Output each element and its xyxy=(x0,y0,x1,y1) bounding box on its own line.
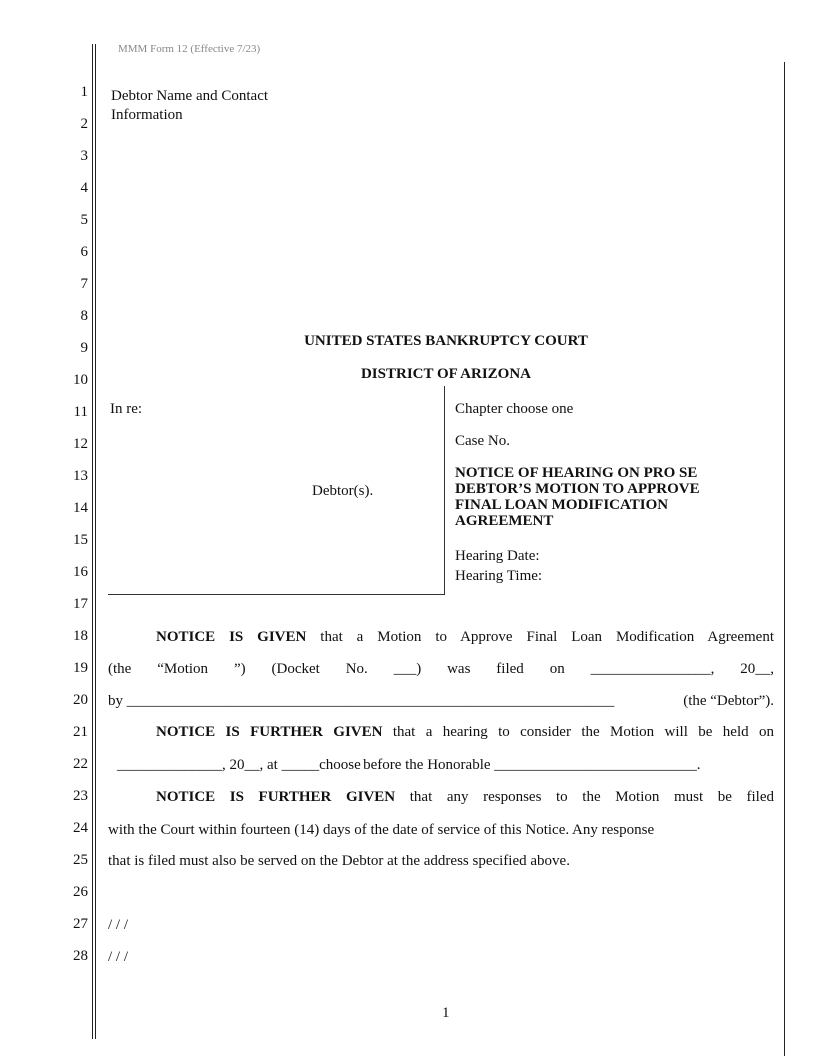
chapter-field: Chapter choose one xyxy=(455,401,574,417)
line-number: 19 xyxy=(73,660,88,676)
line-number: 5 xyxy=(80,212,88,228)
paragraph-3-line-2: with the Court within fourteen (14) days of the date of service of this Notice. Any response xyxy=(108,822,655,838)
court-name: UNITED STATES BANKRUPTCY COURT xyxy=(304,333,588,349)
line-number: 23 xyxy=(73,788,88,804)
line-number: 13 xyxy=(73,468,88,484)
filed-date-blank[interactable]: ________________, xyxy=(590,661,715,677)
court-district: DISTRICT OF ARIZONA xyxy=(360,366,532,382)
document-title-line: DEBTOR’S MOTION TO APPROVE xyxy=(455,481,700,497)
word: No. xyxy=(345,661,368,677)
paragraph-text: that any responses to the Motion must be filed xyxy=(409,789,774,805)
document-title-line: FINAL LOAN MODIFICATION xyxy=(455,497,669,513)
line-number: 25 xyxy=(73,852,88,868)
notice-bold: NOTICE IS GIVEN xyxy=(156,629,307,645)
paragraph-text: that a hearing to consider the Motion will be held on xyxy=(392,724,774,740)
paragraph-text: that a Motion to Approve Final Loan Modification Agreement xyxy=(320,629,774,645)
line-number: 22 xyxy=(73,756,88,772)
line-number: 26 xyxy=(73,884,88,900)
case-number-field: Case No. xyxy=(455,433,510,449)
hearing-time-field: Hearing Time: xyxy=(455,568,543,584)
line-number: 7 xyxy=(80,276,88,292)
word: on xyxy=(549,661,565,677)
paragraph-3-line-1 xyxy=(156,788,774,806)
line-number: 16 xyxy=(73,564,88,580)
hearing-date-field: Hearing Date: xyxy=(455,548,540,564)
in-re-label: In re: xyxy=(110,401,143,417)
line-number: 28 xyxy=(73,948,88,964)
line-number: 8 xyxy=(80,308,88,324)
line-number: 6 xyxy=(80,244,88,260)
paragraph-1-line-3 xyxy=(108,692,774,710)
choose-dropdown[interactable]: choose xyxy=(319,757,361,773)
line-number: 9 xyxy=(80,340,88,356)
judge-blank[interactable]: before the Honorable ___________________________. xyxy=(363,757,701,773)
line-number: 12 xyxy=(73,436,88,452)
hearing-date-blank[interactable]: ______________, 20__, at _____ xyxy=(117,757,320,773)
line-number: 17 xyxy=(73,596,88,612)
word: filed xyxy=(496,661,524,677)
caption-divider-horizontal xyxy=(108,594,445,595)
document-title-line: AGREEMENT xyxy=(455,513,554,529)
right-margin-rule xyxy=(784,62,785,1056)
debtors-label: Debtor(s). xyxy=(312,483,374,499)
debtor-label: (the “Debtor”). xyxy=(683,693,774,709)
line-number: 18 xyxy=(73,628,88,644)
line-number: 20 xyxy=(73,692,88,708)
word: ”) xyxy=(233,661,246,677)
word: (the xyxy=(108,661,132,677)
line-number: 21 xyxy=(73,724,88,740)
line-number: 24 xyxy=(73,820,88,836)
continuation-mark: / / / xyxy=(108,917,129,933)
paragraph-1-line-1 xyxy=(156,628,774,646)
left-margin-rule-inner xyxy=(95,44,96,1039)
word: was xyxy=(447,661,471,677)
word: “Motion xyxy=(157,661,209,677)
form-header: MMM Form 12 (Effective 7/23) xyxy=(118,43,261,55)
left-margin-rule xyxy=(92,44,93,1039)
debtor-block-line1: Debtor Name and Contact xyxy=(111,88,269,104)
document-title xyxy=(455,465,755,529)
debtor-block-line2: Information xyxy=(111,107,183,123)
line-number: 15 xyxy=(73,532,88,548)
line-number: 14 xyxy=(73,500,88,516)
line-number: 11 xyxy=(73,404,88,420)
paragraph-3-line-3: that is filed must also be served on the Debtor at the address specified above. xyxy=(108,853,570,869)
caption-divider-vertical xyxy=(444,386,445,595)
page-number: 1 xyxy=(442,1005,450,1021)
paragraph-2-line-1 xyxy=(156,723,774,741)
paragraph-2-line-2 xyxy=(117,756,701,774)
line-number: 27 xyxy=(73,916,88,932)
paragraph-1-line-2 xyxy=(108,660,774,678)
line-number: 1 xyxy=(80,84,88,100)
line-number: 3 xyxy=(80,148,88,164)
debtor-name-blank[interactable]: by _________________________________________________________________ xyxy=(108,693,615,709)
year-blank[interactable]: 20__, xyxy=(740,661,774,677)
continuation-mark: / / / xyxy=(108,949,129,965)
line-number: 2 xyxy=(80,116,88,132)
document-title-line: NOTICE OF HEARING ON PRO SE xyxy=(455,465,698,481)
line-number: 4 xyxy=(80,180,88,196)
line-number: 10 xyxy=(73,372,88,388)
docket-blank[interactable]: ___) xyxy=(393,661,422,677)
notice-further-bold: NOTICE IS FURTHER GIVEN xyxy=(156,724,383,740)
notice-further-bold: NOTICE IS FURTHER GIVEN xyxy=(156,789,396,805)
word: (Docket xyxy=(271,661,320,677)
